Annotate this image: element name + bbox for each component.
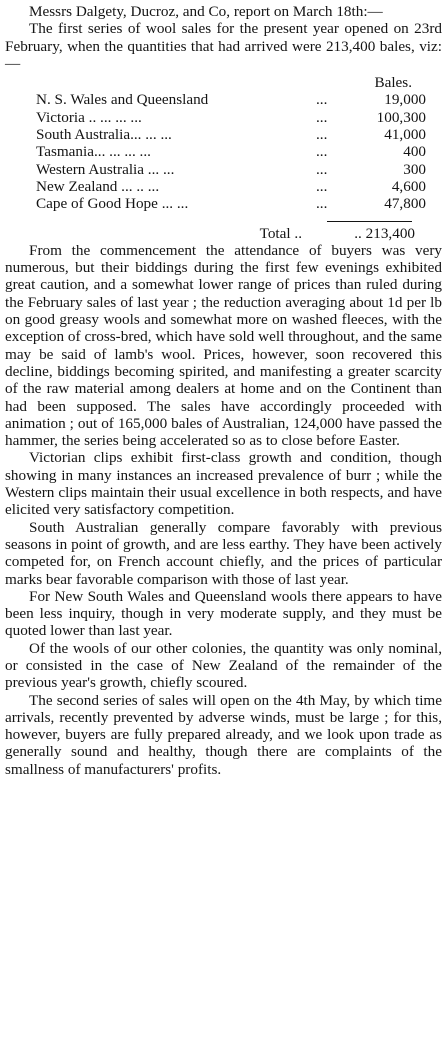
leader-dots: ... xyxy=(316,177,328,195)
table-row xyxy=(5,109,442,126)
total-rule xyxy=(327,221,412,222)
colony-name: New Zealand ... .. ... xyxy=(36,177,160,195)
bales-value: 300 xyxy=(403,160,426,178)
leader-dots: ... xyxy=(316,126,328,144)
paragraph: Victorian clips exhibit first-class growth and condition, though showing in many instances an increased prevalence of burr ; while the Western clips maintain their usual excellence in both respects, and have elicited very satisfactory competition. xyxy=(5,449,442,519)
table-row xyxy=(5,195,442,212)
total-label: Total .. xyxy=(259,224,302,242)
table-row xyxy=(5,178,442,195)
paragraph: For New South Wales and Queensland wools there appears to have been less inquiry, though in very moderate supply, and they must be quoted lower than last year. xyxy=(5,587,442,640)
leader-dots: ... xyxy=(316,195,328,213)
bales-value: 100,300 xyxy=(376,108,426,126)
leader-dots: ... xyxy=(316,91,328,109)
colony-name: N. S. Wales and Queensland xyxy=(36,91,209,109)
colony-name: Cape of Good Hope ... ... xyxy=(36,195,189,213)
colony-name: South Australia... ... ... xyxy=(36,126,172,144)
opening-line: Messrs Dalgety, Ducroz, and Co, report on March 18th:— xyxy=(29,3,383,20)
intro-paragraph: The first series of wool sales for the present year opened on 23rd February, when the quantities that had arrived were 213,400 bales, viz:— xyxy=(5,20,442,72)
table-row xyxy=(5,91,442,108)
table-row xyxy=(5,126,442,143)
colony-name: Tasmania... ... ... ... xyxy=(36,143,151,161)
bales-table xyxy=(5,74,442,242)
leader-dots: ... xyxy=(316,143,328,161)
bales-value: 41,000 xyxy=(384,126,426,144)
leader-dots: ... xyxy=(316,160,328,178)
paragraph: Of the wools of our other colonies, the quantity was only nominal, or consisted in the case of New Zealand of the remainder of the previous year's growth, chiefly scoured. xyxy=(5,639,442,692)
paragraph: South Australian generally compare favorably with previous seasons in point of growth, and are less earthy. They have been actively competed for, on French account chiefly, and the prices of particular marks bear favorable comparison with those of last year. xyxy=(5,518,442,588)
table-row xyxy=(5,161,442,178)
colony-name: Victoria .. ... ... ... xyxy=(36,108,142,126)
paragraph: The second series of sales will open on the 4th May, by which time arrivals, recently prevented by adverse winds, must be large ; for this, however, buyers are fully prepared already, and we look upon trade as generally sound and healthy, though there are complaints of the smallness of manufacturers' profits. xyxy=(5,691,442,778)
bales-value: 400 xyxy=(403,143,426,161)
bales-value: 19,000 xyxy=(384,91,426,109)
table-row xyxy=(5,143,442,160)
bales-column-header: Bales. xyxy=(374,74,412,92)
colony-name: Western Australia ... ... xyxy=(36,160,175,178)
bales-value: 4,600 xyxy=(391,177,426,195)
total-value: .. 213,400 xyxy=(354,224,415,242)
total-row xyxy=(5,225,442,242)
paragraph: From the commencement the attendance of buyers was very numerous, but their biddings during the first few evenings exhibited great caution, and a somewhat lower range of prices than ruled during the February sales of last year ; the reduction averaging about 1d per lb on good greasy wools and somewhat more on washed fleeces, with the exception of cross-bred, which have sold well throughout, and the same may be said of lamb's wool. Prices, however, soon recovered this decline, biddings becoming spirited, and manifesting a greater scarcity of the raw material among dealers at home and on the Continent than had been supposed. The sales have accordingly proceeded with animation ; out of 165,000 bales of Australian, 124,000 have passed the hammer, the series being accelerated so as to close before Easter. xyxy=(5,241,442,450)
bales-value: 47,800 xyxy=(384,195,426,213)
leader-dots: ... xyxy=(316,108,328,126)
